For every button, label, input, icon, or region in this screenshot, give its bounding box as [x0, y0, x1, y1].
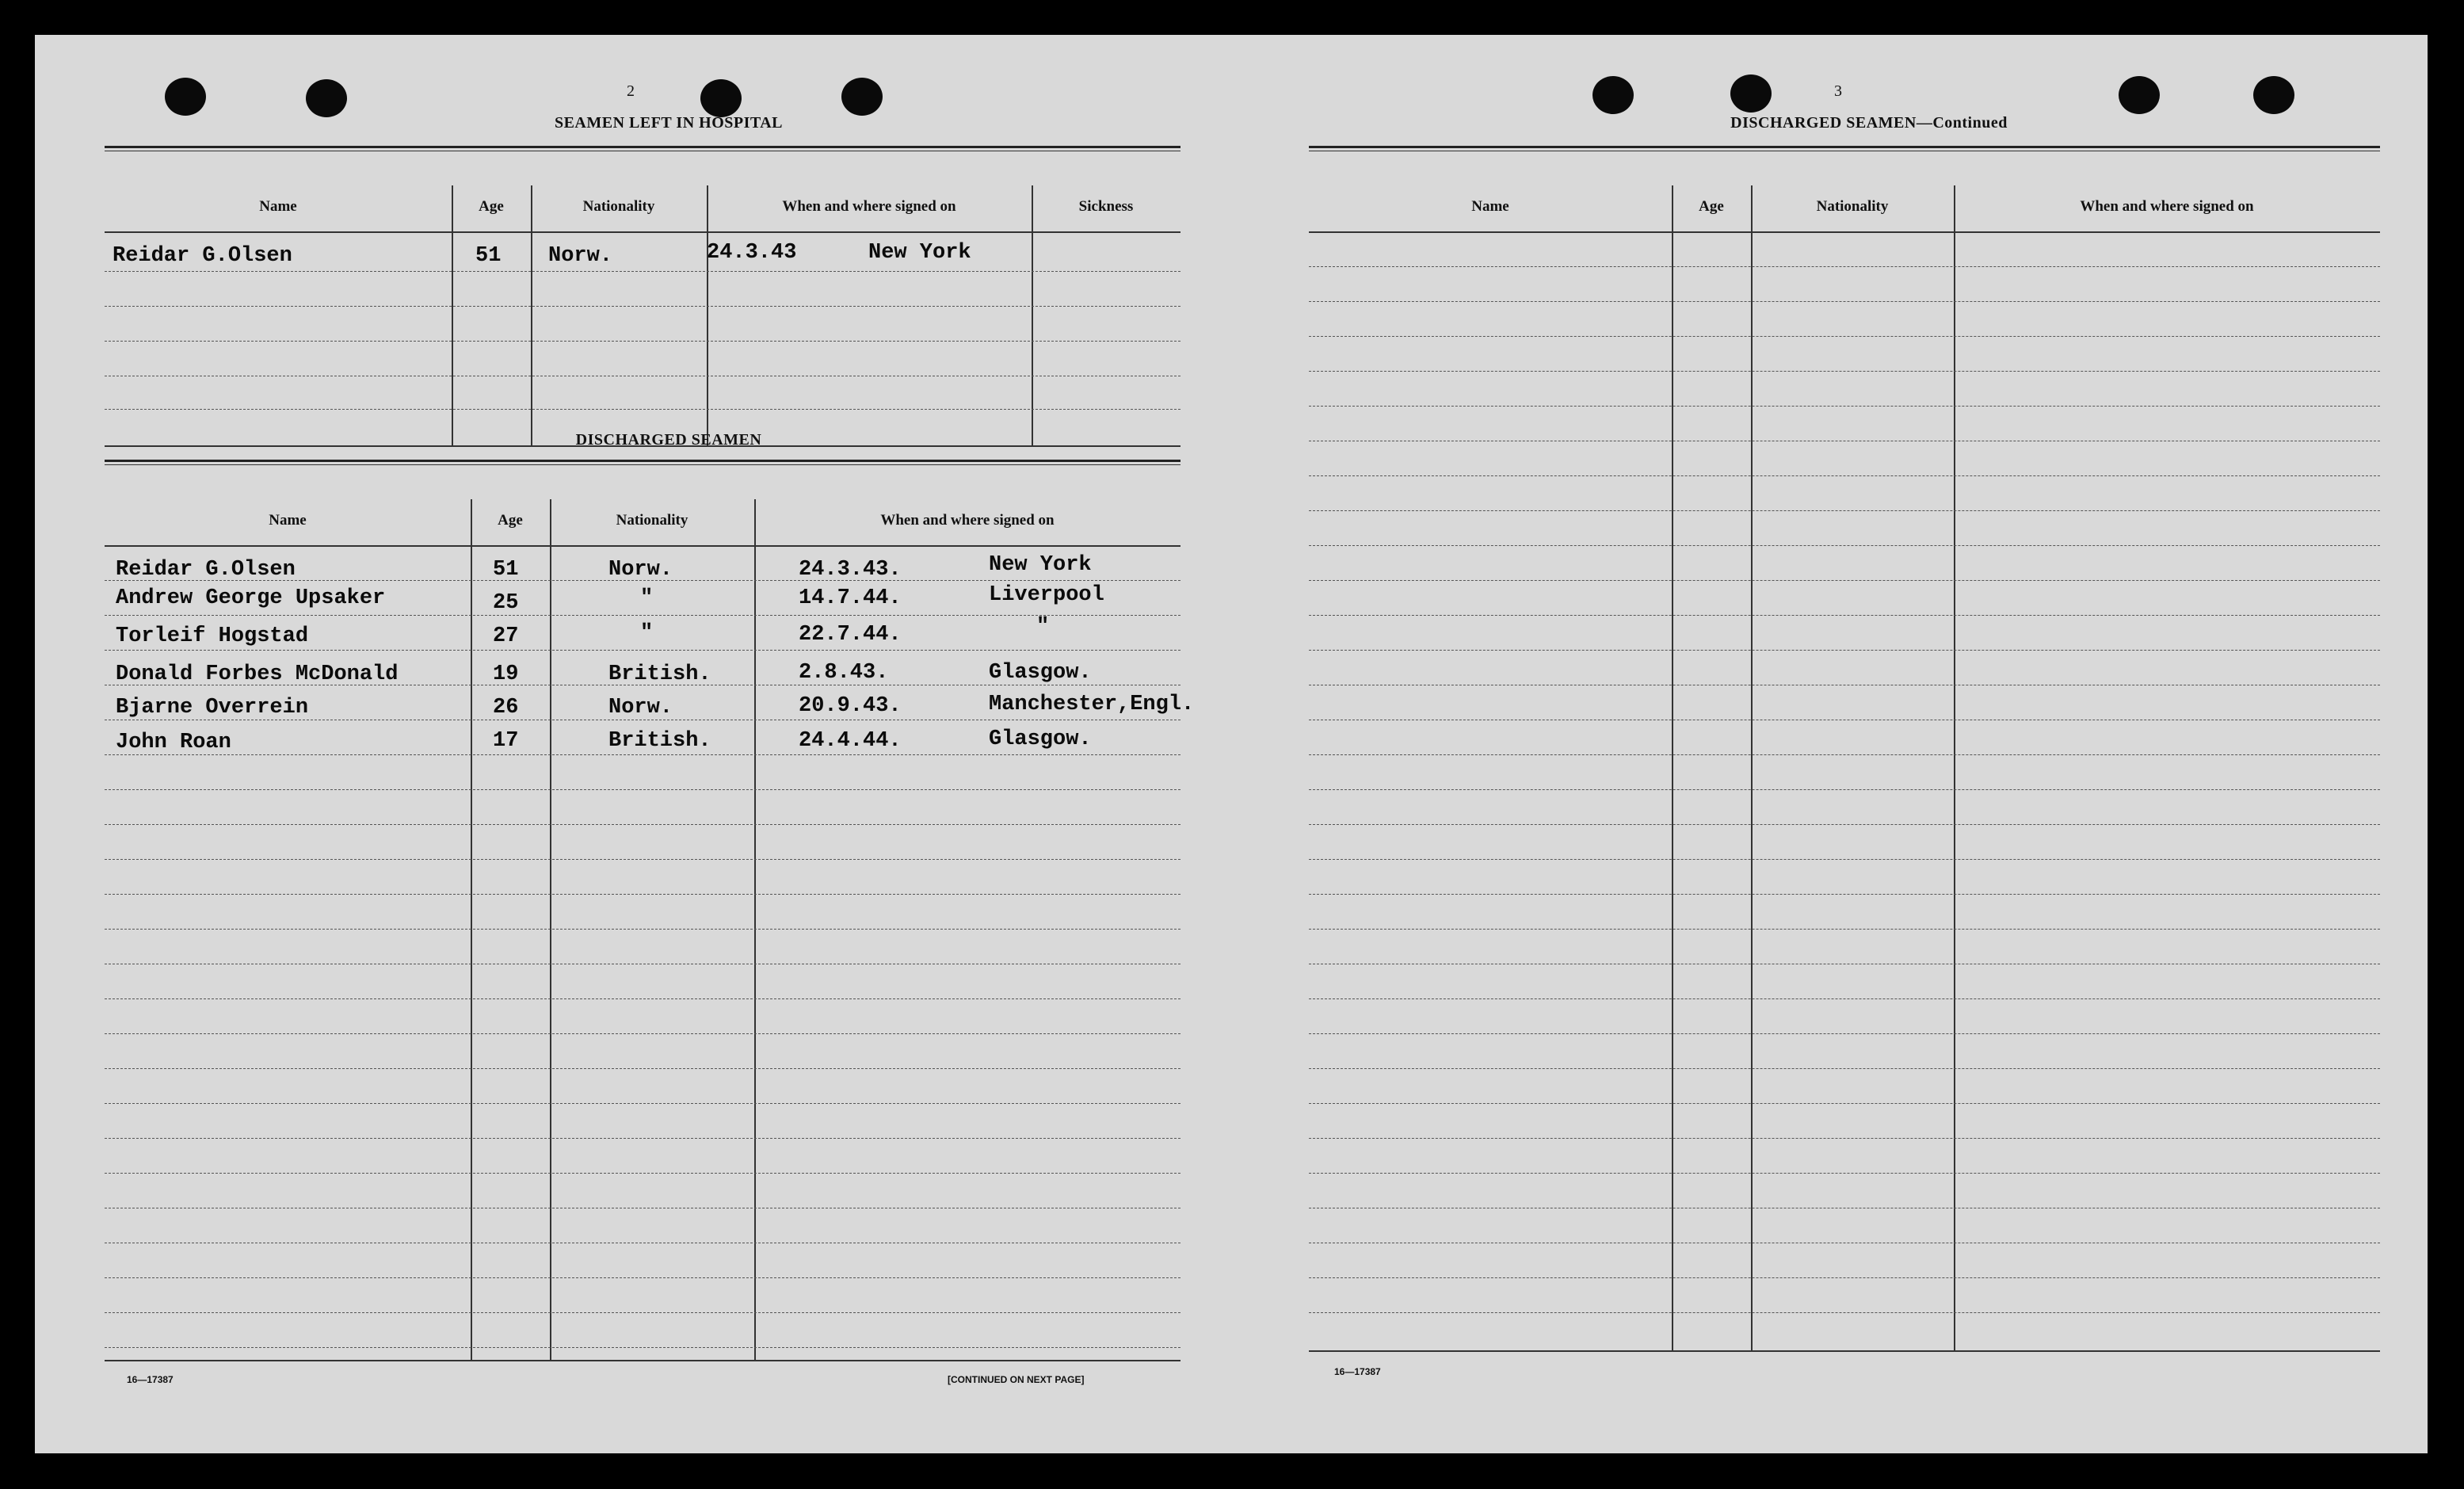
header-signed-on: When and where signed on: [2080, 198, 2254, 215]
discharged-continued-title: [1612, 114, 2126, 132]
cell-age: 19: [493, 662, 519, 686]
discharged-continued-table: [1309, 146, 2380, 1358]
cell-age: 25: [493, 591, 519, 615]
cell-name: Torleif Hogstad: [116, 624, 309, 648]
cell-age: 27: [493, 624, 519, 648]
header-age: Age: [1699, 198, 1724, 215]
document-sheet: [35, 35, 2428, 1453]
cell-place: Glasgow.: [989, 727, 1092, 751]
cell-place: ": [1036, 615, 1050, 639]
cell-age: 51: [493, 558, 519, 582]
header-sickness: Sickness: [1078, 198, 1134, 215]
punch-hole: [700, 79, 742, 117]
cell-date: 24.3.43: [707, 241, 797, 265]
hospital-table: [105, 146, 1181, 447]
punch-hole: [165, 78, 206, 116]
cell-nationality: British.: [608, 662, 711, 686]
cell-date: 20.9.43.: [799, 694, 902, 718]
cell-age: 26: [493, 696, 519, 720]
punch-hole: [841, 78, 883, 116]
header-age: Age: [479, 198, 504, 215]
cell-nationality: ": [640, 621, 654, 645]
cell-date: 14.7.44.: [799, 586, 902, 610]
cell-nationality: Norw.: [608, 696, 673, 720]
cell-nationality: ": [640, 586, 654, 610]
cell-place: New York: [989, 553, 1092, 577]
header-name: Name: [1471, 198, 1509, 215]
header-signed-on: When and where signed on: [782, 198, 956, 215]
header-age: Age: [498, 512, 523, 529]
cell-place: Manchester,Engl.: [989, 693, 1195, 716]
cell-place: New York: [868, 241, 971, 265]
form-number-left: 16—17387: [127, 1374, 174, 1385]
continued-note: [CONTINUED ON NEXT PAGE]: [948, 1374, 1085, 1385]
header-name: Name: [269, 512, 307, 529]
cell-nationality: Norw.: [548, 244, 613, 268]
cell-name: John Roan: [116, 731, 231, 754]
cell-place: Glasgow.: [989, 661, 1092, 685]
cell-name: Andrew George Upsaker: [116, 586, 386, 610]
cell-nationality: Norw.: [608, 558, 673, 582]
punch-hole: [1592, 76, 1634, 114]
punch-hole: [306, 79, 347, 117]
hospital-title: SEAMEN LEFT IN HOSPITAL: [554, 114, 784, 132]
cell-place: Liverpool: [989, 583, 1104, 607]
header-name: Name: [259, 198, 297, 215]
title-main: DISCHARGED SEAMEN: [1730, 114, 1917, 132]
punch-hole: [1730, 74, 1772, 113]
cell-age: 51: [475, 244, 502, 268]
cell-name: Bjarne Overrein: [116, 696, 309, 720]
cell-date: 24.4.44.: [799, 729, 902, 753]
cell-nationality: British.: [608, 729, 711, 753]
cell-name: Reidar G.Olsen: [113, 244, 292, 268]
header-nationality: Nationality: [582, 198, 655, 215]
header-nationality: Nationality: [616, 512, 688, 529]
page-number-right: 3: [1834, 82, 1842, 100]
punch-hole: [2253, 76, 2294, 114]
cell-name: Reidar G.Olsen: [116, 558, 296, 582]
cell-name: Donald Forbes McDonald: [116, 662, 399, 686]
cell-date: 2.8.43.: [799, 661, 889, 685]
form-number-right: 16—17387: [1334, 1366, 1381, 1377]
discharged-title: DISCHARGED SEAMEN: [575, 431, 762, 449]
cell-age: 17: [493, 729, 519, 753]
page-number-left: 2: [627, 82, 635, 100]
title-suffix: —Continued: [1916, 114, 2008, 132]
cell-date: 22.7.44.: [799, 623, 902, 647]
discharged-table: [105, 460, 1195, 1361]
cell-date: 24.3.43.: [799, 558, 902, 582]
header-nationality: Nationality: [1816, 198, 1889, 215]
punch-hole: [2119, 76, 2160, 114]
header-signed-on: When and where signed on: [880, 512, 1055, 529]
